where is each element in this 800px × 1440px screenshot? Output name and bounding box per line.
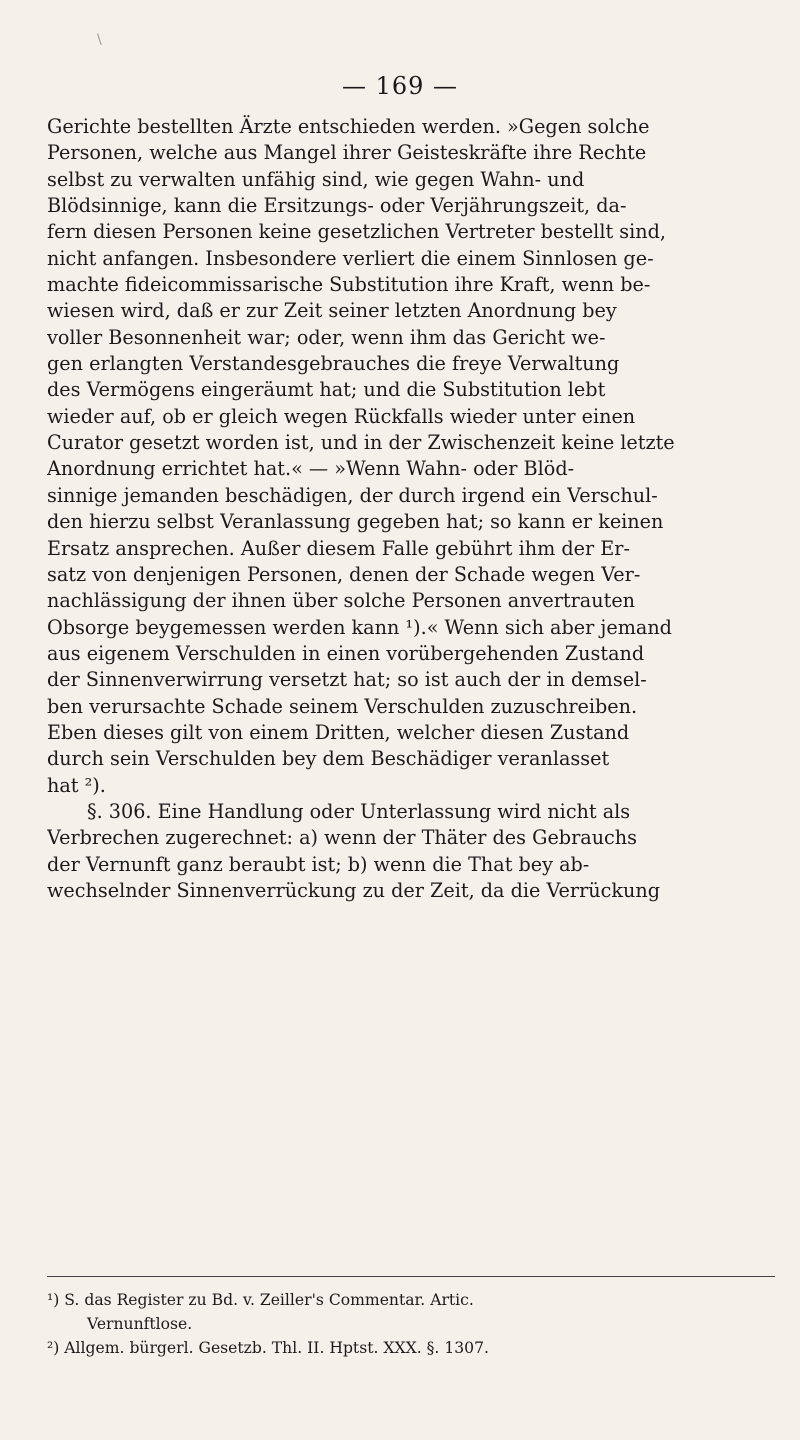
margin-mark: \: [97, 32, 102, 48]
text-line: machte fideicommissarische Substitution ihre Kraft, wenn be-: [47, 273, 651, 297]
text-line: nachlässigung der ihnen über solche Personen anvertrauten: [47, 589, 636, 613]
text-line: der Sinnenverwirrung versetzt hat; so ist auch der in demsel-: [47, 668, 647, 692]
text-line: Gerichte bestellten Ärzte entschieden werden. »Gegen solche: [47, 115, 650, 138]
text-line: des Vermögens eingeräumt hat; und die Substitution lebt: [47, 378, 606, 402]
footnote-2: ²) Allgem. bürgerl. Gesetzb. Thl. II. Hptst. XXX. §. 1307.: [47, 1339, 489, 1357]
text-line: satz von denjenigen Personen, denen der Schade wegen Ver-: [47, 562, 641, 586]
footnote-1-continuation: Vernunftlose.: [87, 1315, 193, 1333]
text-line: voller Besonnenheit war; oder, wenn ihm das Gericht we-: [47, 325, 606, 349]
text-line: wechselnder Sinnenverrückung zu der Zeit, da die Verrückung: [47, 878, 660, 902]
section-heading-line: §. 306. Eine Handlung oder Unterlassung wird nicht als: [87, 799, 631, 823]
text-line: Verbrechen zugerechnet: a) wenn der Thäter des Gebrauchs: [47, 826, 637, 850]
text-line: wiesen wird, daß er zur Zeit seiner letzten Anordnung bey: [47, 299, 617, 323]
text-line: sinnige jemanden beschädigen, der durch irgend ein Verschul-: [47, 483, 658, 507]
text-line: durch sein Verschulden bey dem Beschädiger veranlasset: [47, 747, 610, 771]
text-line: Blödsinnige, kann die Ersitzungs- oder Verjährungszeit, da-: [47, 194, 627, 218]
text-line: selbst zu verwalten unfähig sind, wie gegen Wahn- und: [47, 167, 585, 191]
text-line: aus eigenem Verschulden in einen vorübergehenden Zustand: [47, 641, 645, 665]
text-line: der Vernunft ganz beraubt ist; b) wenn die That bey ab-: [47, 852, 590, 876]
text-line: fern diesen Personen keine gesetzlichen Vertreter bestellt sind,: [47, 220, 666, 244]
text-line: Obsorge beygemessen werden kann ¹).« Wenn sich aber jemand: [47, 615, 672, 639]
text-line: Curator gesetzt worden ist, und in der Zwischenzeit keine letzte: [47, 431, 675, 455]
text-line: hat ²).: [47, 773, 106, 797]
footnote-divider: [47, 1276, 775, 1277]
text-line: nicht anfangen. Insbesondere verliert die einem Sinnlosen ge-: [47, 246, 654, 270]
text-line: wieder auf, ob er gleich wegen Rückfalls wieder unter einen: [47, 404, 636, 428]
footnote-1: ¹) S. das Register zu Bd. v. Zeiller's Commentar. Artic.: [47, 1291, 474, 1309]
footnotes: [47, 1288, 775, 1360]
text-line: Anordnung errichtet hat.« — »Wenn Wahn- oder Blöd-: [47, 457, 575, 481]
text-line: gen erlangten Verstandesgebrauches die freye Verwaltung: [47, 352, 620, 376]
text-line: ben verursachte Schade seinem Verschulden zuzuschreiben.: [47, 694, 638, 718]
text-line: Ersatz ansprechen. Außer diesem Falle gebührt ihm der Er-: [47, 536, 630, 560]
text-line: Personen, welche aus Mangel ihrer Geisteskräfte ihre Rechte: [47, 141, 647, 165]
text-line: den hierzu selbst Veranlassung gegeben hat; so kann er keinen: [47, 510, 664, 534]
page-number: — 169 —: [341, 72, 459, 100]
text-line: Eben dieses gilt von einem Dritten, welcher diesen Zustand: [47, 720, 630, 744]
body-text: [47, 114, 775, 904]
